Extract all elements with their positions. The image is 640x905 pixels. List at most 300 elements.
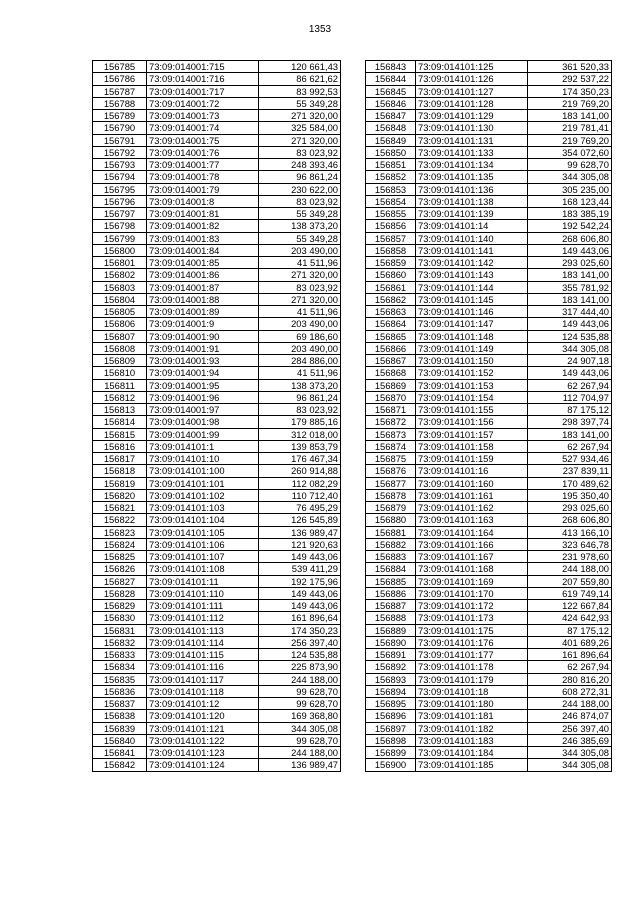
cadastral-value: 244 188,00 [528,698,612,710]
cadastral-value: 219 769,20 [528,134,612,146]
cadastral-value: 121 920,63 [259,538,341,550]
table-row [366,122,612,134]
cadastral-number: 73:09:014001:99 [147,428,259,440]
table-row [93,391,341,403]
cadastral-value: 203 490,00 [259,342,341,354]
cadastral-number: 73:09:014001:716 [147,73,259,85]
row-number: 156897 [366,722,416,734]
cadastral-number: 73:09:014001:79 [147,183,259,195]
row-number: 156865 [366,330,416,342]
cadastral-number: 73:09:014001:8 [147,195,259,207]
cadastral-number: 73:09:014101:130 [416,122,528,134]
row-number: 156831 [93,624,147,636]
table-row [93,281,341,293]
row-number: 156850 [366,146,416,158]
table-row [366,612,612,624]
cadastral-number: 73:09:014001:82 [147,220,259,232]
cadastral-value: 268 606,80 [528,514,612,526]
table-row [366,97,612,109]
table-row [93,502,341,514]
cadastral-value: 246 874,07 [528,710,612,722]
table-row [366,244,612,256]
cadastral-value: 87 175,12 [528,624,612,636]
cadastral-value: 122 667,84 [528,600,612,612]
table-row [366,710,612,722]
cadastral-value: 344 305,08 [528,342,612,354]
cadastral-number: 73:09:014101:12 [147,698,259,710]
cadastral-number: 73:09:014001:95 [147,379,259,391]
cadastral-value: 284 886,00 [259,355,341,367]
cadastral-number: 73:09:014101:158 [416,440,528,452]
row-number: 156855 [366,208,416,220]
table-row [366,489,612,501]
table-row [93,244,341,256]
row-number: 156854 [366,195,416,207]
cadastral-value: 539 411,29 [259,563,341,575]
cadastral-value: 219 781,41 [528,122,612,134]
table-row [93,722,341,734]
cadastral-value: 244 188,00 [259,747,341,759]
cadastral-number: 73:09:014001:75 [147,134,259,146]
row-number: 156801 [93,257,147,269]
cadastral-value: 99 628,70 [528,159,612,171]
row-number: 156840 [93,734,147,746]
row-number: 156883 [366,551,416,563]
cadastral-value: 325 584,00 [259,122,341,134]
table-row [366,269,612,281]
table-row [93,355,341,367]
cadastral-number: 73:09:014101:16 [416,465,528,477]
cadastral-value: 96 861,24 [259,171,341,183]
table-row [366,587,612,599]
table-row [366,195,612,207]
row-number: 156898 [366,734,416,746]
cadastral-value: 124 535,88 [259,649,341,661]
cadastral-value: 124 535,88 [528,330,612,342]
row-number: 156888 [366,612,416,624]
cadastral-value: 96 861,24 [259,391,341,403]
row-number: 156872 [366,416,416,428]
cadastral-value: 323 646,78 [528,538,612,550]
table-row [366,379,612,391]
cadastral-value: 271 320,00 [259,134,341,146]
cadastral-value: 219 769,20 [528,97,612,109]
cadastral-number: 73:09:014101:157 [416,428,528,440]
table-row [93,416,341,428]
cadastral-number: 73:09:014001:715 [147,61,259,73]
cadastral-value: 161 896,64 [259,612,341,624]
cadastral-number: 73:09:014001:89 [147,306,259,318]
row-number: 156805 [93,306,147,318]
table-row [93,379,341,391]
row-number: 156789 [93,110,147,122]
row-number: 156803 [93,281,147,293]
row-number: 156832 [93,636,147,648]
table-row [366,661,612,673]
cadastral-number: 73:09:014101:108 [147,563,259,575]
cadastral-number: 73:09:014101:126 [416,73,528,85]
table-row [93,600,341,612]
cadastral-value: 83 023,92 [259,281,341,293]
table-row [366,722,612,734]
table-row [93,489,341,501]
cadastral-value: 83 023,92 [259,146,341,158]
cadastral-number: 73:09:014001:717 [147,85,259,97]
row-number: 156825 [93,551,147,563]
row-number: 156828 [93,587,147,599]
row-number: 156822 [93,514,147,526]
cadastral-value: 344 305,08 [528,747,612,759]
cadastral-number: 73:09:014001:98 [147,416,259,428]
row-number: 156860 [366,269,416,281]
row-number: 156794 [93,171,147,183]
table-row [366,330,612,342]
row-number: 156856 [366,220,416,232]
row-number: 156810 [93,367,147,379]
table-row [366,747,612,759]
cadastral-value: 149 443,06 [259,587,341,599]
table-row [93,330,341,342]
row-number: 156886 [366,587,416,599]
table-row [366,624,612,636]
cadastral-number: 73:09:014101:181 [416,710,528,722]
table-row [366,416,612,428]
row-number: 156894 [366,685,416,697]
cadastral-value: 293 025,60 [528,502,612,514]
cadastral-number: 73:09:014101:121 [147,722,259,734]
cadastral-value: 203 490,00 [259,244,341,256]
cadastral-number: 73:09:014101:175 [416,624,528,636]
row-number: 156896 [366,710,416,722]
row-number: 156873 [366,428,416,440]
row-number: 156802 [93,269,147,281]
row-number: 156793 [93,159,147,171]
cadastral-value: 192 175,96 [259,575,341,587]
cadastral-number: 73:09:014101:170 [416,587,528,599]
cadastral-value: 126 545,89 [259,514,341,526]
table-row [93,195,341,207]
cadastral-number: 73:09:014001:77 [147,159,259,171]
row-number: 156884 [366,563,416,575]
cadastral-number: 73:09:014101:179 [416,673,528,685]
cadastral-value: 168 123,44 [528,195,612,207]
cadastral-number: 73:09:014001:86 [147,269,259,281]
cadastral-value: 149 443,06 [259,600,341,612]
table-row [93,159,341,171]
cadastral-number: 73:09:014101:176 [416,636,528,648]
cadastral-number: 73:09:014001:83 [147,232,259,244]
row-number: 156875 [366,453,416,465]
row-number: 156787 [93,85,147,97]
row-number: 156867 [366,355,416,367]
row-number: 156870 [366,391,416,403]
row-number: 156839 [93,722,147,734]
cadastral-number: 73:09:014101:100 [147,465,259,477]
cadastral-number: 73:09:014001:85 [147,257,259,269]
table-row [93,232,341,244]
table-row [366,85,612,97]
cadastral-number: 73:09:014101:107 [147,551,259,563]
cadastral-number: 73:09:014101:166 [416,538,528,550]
table-row [366,391,612,403]
cadastral-value: 149 443,06 [259,551,341,563]
table-row [366,404,612,416]
table-row [93,367,341,379]
cadastral-number: 73:09:014101:117 [147,673,259,685]
table-row [366,538,612,550]
row-number: 156869 [366,379,416,391]
table-row [93,440,341,452]
cadastral-number: 73:09:014001:91 [147,342,259,354]
cadastral-value: 608 272,31 [528,685,612,697]
row-number: 156847 [366,110,416,122]
table-row [366,306,612,318]
row-number: 156844 [366,73,416,85]
row-number: 156792 [93,146,147,158]
cadastral-number: 73:09:014101:118 [147,685,259,697]
cadastral-value: 619 749,14 [528,587,612,599]
table-row [93,698,341,710]
registry-table-left [92,60,341,772]
row-number: 156877 [366,477,416,489]
table-row [366,649,612,661]
cadastral-value: 293 025,60 [528,257,612,269]
cadastral-number: 73:09:014101:135 [416,171,528,183]
cadastral-number: 73:09:014101:125 [416,61,528,73]
row-number: 156866 [366,342,416,354]
row-number: 156859 [366,257,416,269]
row-number: 156821 [93,502,147,514]
table-row [366,551,612,563]
cadastral-value: 112 082,29 [259,477,341,489]
table-row [93,673,341,685]
cadastral-number: 73:09:014001:73 [147,110,259,122]
cadastral-number: 73:09:014001:78 [147,171,259,183]
row-number: 156785 [93,61,147,73]
cadastral-value: 112 704,97 [528,391,612,403]
row-number: 156843 [366,61,416,73]
cadastral-number: 73:09:014101:123 [147,747,259,759]
cadastral-number: 73:09:014101:154 [416,391,528,403]
row-number: 156800 [93,244,147,256]
cadastral-value: 248 393,46 [259,159,341,171]
row-number: 156814 [93,416,147,428]
cadastral-number: 73:09:014001:96 [147,391,259,403]
cadastral-value: 244 188,00 [528,563,612,575]
cadastral-number: 73:09:014101:113 [147,624,259,636]
cadastral-value: 305 235,00 [528,183,612,195]
row-number: 156798 [93,220,147,232]
row-number: 156874 [366,440,416,452]
row-number: 156834 [93,661,147,673]
table-row [93,146,341,158]
row-number: 156807 [93,330,147,342]
cadastral-number: 73:09:014101:112 [147,612,259,624]
table-row [93,85,341,97]
cadastral-number: 73:09:014001:94 [147,367,259,379]
cadastral-value: 271 320,00 [259,110,341,122]
cadastral-number: 73:09:014101:111 [147,600,259,612]
cadastral-number: 73:09:014101:103 [147,502,259,514]
cadastral-value: 176 467,34 [259,453,341,465]
row-number: 156837 [93,698,147,710]
cadastral-value: 139 853,79 [259,440,341,452]
cadastral-number: 73:09:014101:148 [416,330,528,342]
row-number: 156812 [93,391,147,403]
table-row [93,61,341,73]
table-row [366,342,612,354]
row-number: 156788 [93,97,147,109]
row-number: 156887 [366,600,416,612]
row-number: 156809 [93,355,147,367]
row-number: 156817 [93,453,147,465]
table-row [366,734,612,746]
cadastral-number: 73:09:014101:116 [147,661,259,673]
row-number: 156829 [93,600,147,612]
cadastral-number: 73:09:014101:134 [416,159,528,171]
row-number: 156893 [366,673,416,685]
table-row [366,563,612,575]
cadastral-number: 73:09:014101:160 [416,477,528,489]
cadastral-number: 73:09:014101:1 [147,440,259,452]
table-row [366,575,612,587]
cadastral-value: 203 490,00 [259,318,341,330]
cadastral-number: 73:09:014101:128 [416,97,528,109]
table-row [366,134,612,146]
cadastral-value: 161 896,64 [528,649,612,661]
cadastral-value: 83 023,92 [259,404,341,416]
cadastral-number: 73:09:014001:72 [147,97,259,109]
cadastral-value: 174 350,23 [259,624,341,636]
cadastral-number: 73:09:014101:114 [147,636,259,648]
cadastral-value: 298 397,74 [528,416,612,428]
cadastral-number: 73:09:014101:161 [416,489,528,501]
table-row [93,293,341,305]
cadastral-number: 73:09:014101:172 [416,600,528,612]
table-row [366,146,612,158]
cadastral-value: 41 511,96 [259,257,341,269]
table-row [93,453,341,465]
cadastral-value: 260 914,88 [259,465,341,477]
row-number: 156885 [366,575,416,587]
cadastral-value: 41 511,96 [259,367,341,379]
cadastral-value: 62 267,94 [528,379,612,391]
cadastral-value: 344 305,08 [528,759,612,771]
table-row [93,514,341,526]
cadastral-number: 73:09:014101:162 [416,502,528,514]
row-number: 156786 [93,73,147,85]
cadastral-value: 280 816,20 [528,673,612,685]
cadastral-number: 73:09:014101:143 [416,269,528,281]
cadastral-value: 424 642,93 [528,612,612,624]
cadastral-value: 183 141,00 [528,428,612,440]
cadastral-value: 271 320,00 [259,269,341,281]
cadastral-value: 312 018,00 [259,428,341,440]
row-number: 156833 [93,649,147,661]
cadastral-value: 136 989,47 [259,759,341,771]
table-row [366,159,612,171]
table-row [366,428,612,440]
row-number: 156848 [366,122,416,134]
row-number: 156868 [366,367,416,379]
cadastral-number: 73:09:014101:147 [416,318,528,330]
cadastral-value: 225 873,90 [259,661,341,673]
row-number: 156797 [93,208,147,220]
row-number: 156790 [93,122,147,134]
cadastral-number: 73:09:014101:142 [416,257,528,269]
row-number: 156799 [93,232,147,244]
cadastral-value: 99 628,70 [259,685,341,697]
table-row [93,759,341,771]
cadastral-value: 230 622,00 [259,183,341,195]
table-row [366,220,612,232]
cadastral-value: 271 320,00 [259,293,341,305]
cadastral-number: 73:09:014101:141 [416,244,528,256]
cadastral-value: 256 397,40 [528,722,612,734]
cadastral-number: 73:09:014101:14 [416,220,528,232]
cadastral-number: 73:09:014101:11 [147,575,259,587]
row-number: 156849 [366,134,416,146]
cadastral-number: 73:09:014101:184 [416,747,528,759]
cadastral-value: 55 349,28 [259,97,341,109]
row-number: 156826 [93,563,147,575]
cadastral-number: 73:09:014101:131 [416,134,528,146]
table-row [366,477,612,489]
table-row [366,526,612,538]
table-row [93,428,341,440]
cadastral-number: 73:09:014101:155 [416,404,528,416]
table-row [366,73,612,85]
table-row [93,97,341,109]
cadastral-number: 73:09:014101:167 [416,551,528,563]
table-row [93,538,341,550]
row-number: 156858 [366,244,416,256]
cadastral-value: 55 349,28 [259,208,341,220]
cadastral-number: 73:09:014001:84 [147,244,259,256]
table-row [366,318,612,330]
cadastral-number: 73:09:014101:152 [416,367,528,379]
row-number: 156815 [93,428,147,440]
cadastral-number: 73:09:014001:81 [147,208,259,220]
row-number: 156895 [366,698,416,710]
cadastral-number: 73:09:014101:133 [416,146,528,158]
row-number: 156841 [93,747,147,759]
table-row [93,134,341,146]
table-row [366,293,612,305]
cadastral-value: 183 385,19 [528,208,612,220]
cadastral-number: 73:09:014101:163 [416,514,528,526]
table-row [366,685,612,697]
cadastral-value: 41 511,96 [259,306,341,318]
row-number: 156880 [366,514,416,526]
cadastral-number: 73:09:014101:136 [416,183,528,195]
table-row [93,110,341,122]
table-row [93,477,341,489]
table-row [93,575,341,587]
row-number: 156846 [366,97,416,109]
row-number: 156871 [366,404,416,416]
cadastral-value: 149 443,06 [528,244,612,256]
table-row [366,281,612,293]
table-row [366,257,612,269]
cadastral-value: 120 661,43 [259,61,341,73]
cadastral-number: 73:09:014101:101 [147,477,259,489]
cadastral-value: 169 368,80 [259,710,341,722]
cadastral-value: 170 489,62 [528,477,612,489]
row-number: 156823 [93,526,147,538]
cadastral-value: 237 839,11 [528,465,612,477]
table-row [93,587,341,599]
